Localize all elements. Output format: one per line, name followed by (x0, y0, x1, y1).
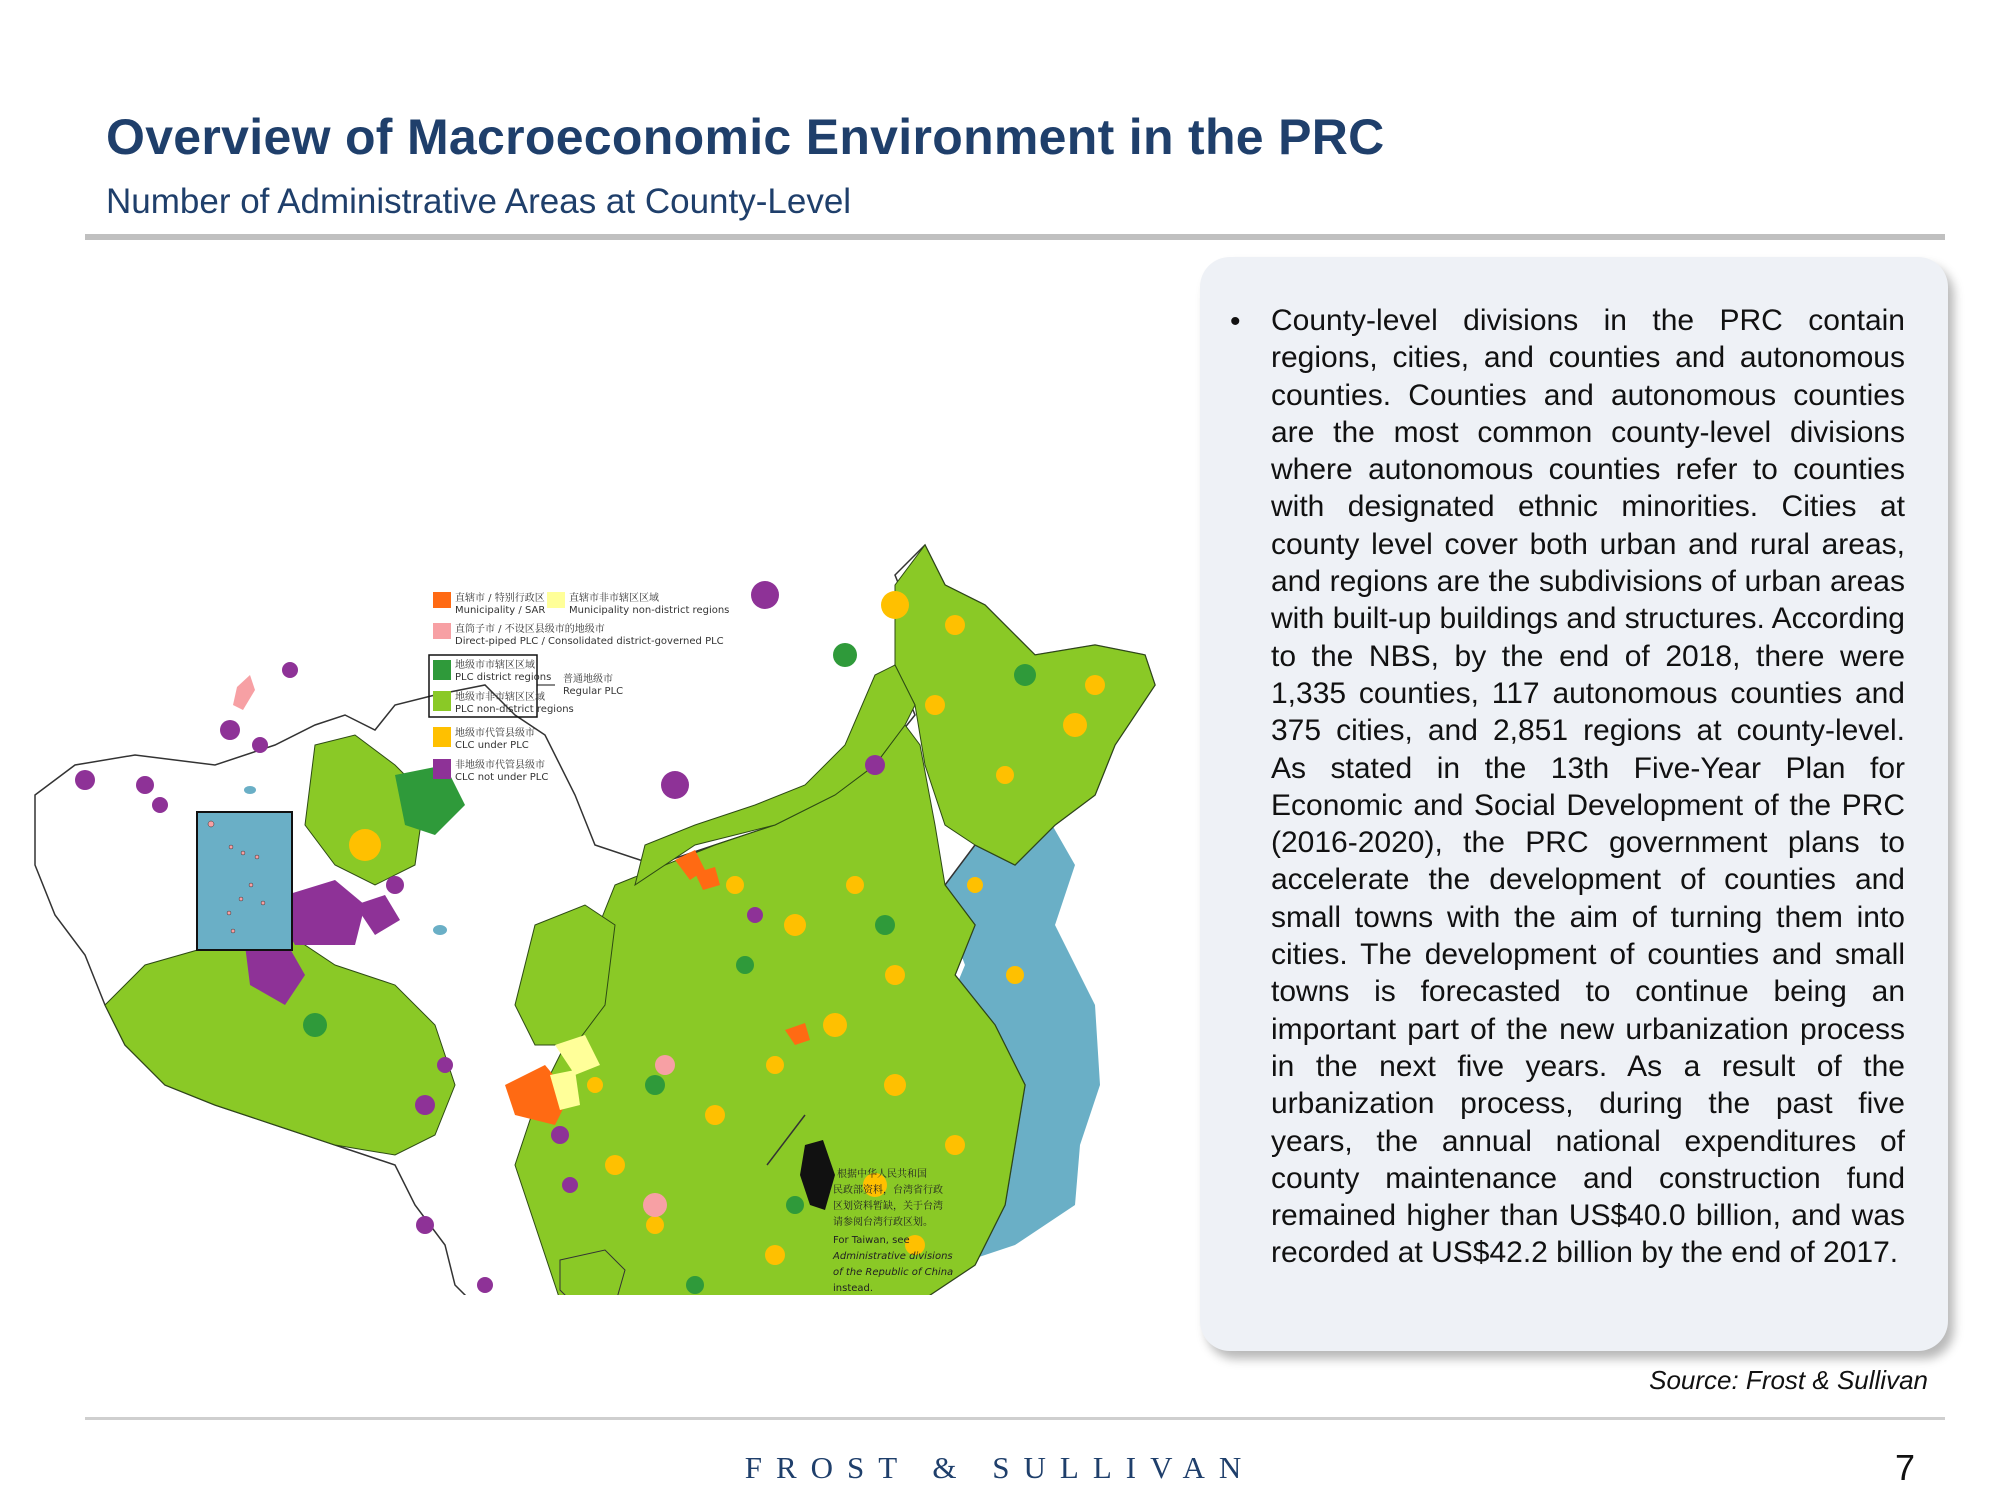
south-china-sea-inset (197, 812, 292, 950)
svg-text:Direct-piped PLC / Consolidate: Direct-piped PLC / Consolidated district-governed PLC (455, 636, 724, 647)
svg-text:PLC district regions: PLC district regions (455, 672, 552, 683)
source-note: Source: Frost & Sullivan (1649, 1365, 1928, 1395)
svg-text:直辖市 / 特别行政区: 直辖市 / 特别行政区 (455, 593, 545, 604)
description-text: County-level divisions in the PRC contain regions, cities, and counties and autonomous counties. Counties and autonomous counties are the most common county-level divisions where autonomous counties refer to counties with designated ethnic minorities. Cities at county level cover both urban and rural areas, and regions are the subdivisions of urban areas with built-up buildings and structures. According to the NBS, by the end of 2018, there were 1,335 counties, 117 autonomous counties and 375 cities, and 2,851 regions at county-level. As stated in the 13th Five-Year Plan for Economic and Social Development of the PRC (2016-2020), the PRC government plans to accelerate the development of counties and small towns with the aim of turning them into cities. The development of counties and small towns is forecasted to continue being an important part of the new urbanization process in the next five years. As a result of the urbanization process, during the past five years, the annual national expenditures of county maintenance and construction fund remained higher than US$40.0 billion, and was recorded at US$42.2 billion by the end of 2017. (1271, 304, 1905, 1270)
svg-text:直筒子市 / 不设区县级市的地级市: 直筒子市 / 不设区县级市的地级市 (455, 624, 605, 635)
page-title: Overview of Macroeconomic Environment in the PRC (106, 109, 1385, 165)
svg-text:Regular PLC: Regular PLC (563, 686, 624, 697)
page-number: 7 (1894, 1447, 1915, 1488)
svg-text:For Taiwan, see: For Taiwan, see (833, 1235, 910, 1246)
svg-text:PLC non-district regions: PLC non-district regions (455, 704, 574, 715)
svg-text:地级市代管县级市: 地级市代管县级市 (455, 728, 535, 739)
svg-text:Municipality / SAR: Municipality / SAR (455, 605, 546, 616)
svg-text:CLC under PLC: CLC under PLC (455, 740, 529, 751)
svg-text:非地级市代管县级市: 非地级市代管县级市 (455, 760, 545, 771)
footer-divider (85, 1417, 1945, 1420)
header-divider (85, 234, 1945, 240)
svg-text:民政部资料，台湾省行政: 民政部资料，台湾省行政 (833, 1185, 943, 1196)
svg-text:请参阅台湾行政区划。: 请参阅台湾行政区划。 (833, 1217, 933, 1228)
svg-text:of the Republic of China: of the Republic of China (833, 1267, 954, 1278)
page-subtitle: Number of Administrative Areas at County-Level (106, 182, 852, 221)
svg-text:地级市非市辖区区域: 地级市非市辖区区域 (455, 692, 545, 703)
svg-text:地级市市辖区区域: 地级市市辖区区域 (455, 660, 535, 671)
bullet-marker: • (1230, 305, 1241, 338)
svg-text:Administrative divisions: Administrative divisions (833, 1251, 953, 1262)
svg-text:Municipality non-district regi: Municipality non-district regions (569, 605, 730, 616)
svg-text:根据中华人民共和国: 根据中华人民共和国 (837, 1169, 927, 1180)
svg-text:直辖市非市辖区区域: 直辖市非市辖区区域 (569, 593, 659, 604)
svg-text:普通地级市: 普通地级市 (563, 674, 613, 685)
svg-text:CLC not under PLC: CLC not under PLC (455, 772, 549, 783)
brand-logo: FROST & SULLIVAN (744, 1450, 1256, 1485)
svg-text:instead.: instead. (833, 1283, 874, 1294)
svg-text:区划资料暂缺，关于台湾: 区划资料暂缺，关于台湾 (833, 1201, 943, 1212)
china-county-map (15, 325, 1190, 1295)
